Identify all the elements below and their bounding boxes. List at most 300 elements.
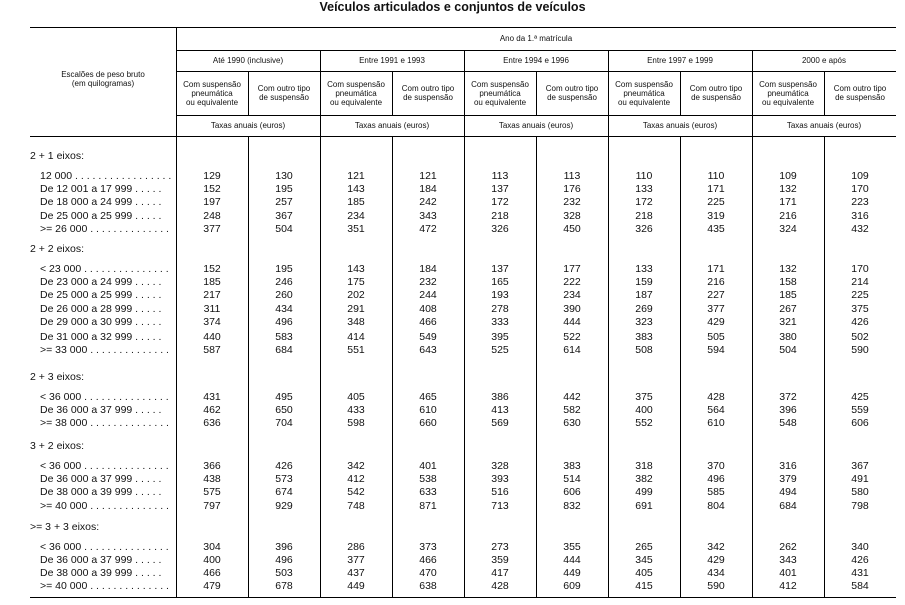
tax-value: 449	[563, 567, 581, 579]
suspension-header-line: de suspensão	[691, 93, 741, 102]
tax-value: 324	[779, 223, 797, 235]
weight-range-label: De 26 000 a 28 999 . . . . .	[40, 303, 162, 315]
tax-value: 232	[419, 276, 437, 288]
tax-value: 109	[779, 170, 797, 182]
tax-value: 269	[635, 303, 653, 315]
tax-value: 260	[275, 289, 293, 301]
year-range-header: Até 1990 (inclusive)	[212, 56, 284, 65]
weight-range-label: De 36 000 a 37 999 . . . . .	[40, 554, 162, 566]
tax-value: 321	[779, 316, 797, 328]
weight-range-label: >= 40 000 . . . . . . . . . . . . . .	[40, 500, 169, 512]
suspension-header-line: Com outro tipo	[401, 84, 455, 93]
tax-value: 232	[563, 196, 581, 208]
tax-value: 377	[707, 303, 725, 315]
tax-value: 316	[851, 210, 869, 222]
tax-value: 440	[203, 331, 221, 343]
weight-header-line: Escalões de peso bruto	[61, 70, 145, 79]
tax-value: 172	[635, 196, 653, 208]
tax-value: 590	[851, 344, 869, 356]
unit-header: Taxas anuais (euros)	[210, 121, 286, 130]
tax-value: 503	[275, 567, 293, 579]
tax-value: 202	[347, 289, 365, 301]
suspension-header-line: ou equivalente	[617, 97, 671, 107]
suspension-header-line: Com suspensão	[759, 79, 817, 89]
tax-value: 355	[563, 541, 581, 553]
tax-value: 386	[491, 391, 509, 403]
tax-value: 216	[707, 276, 725, 288]
weight-range-label: De 12 001 a 17 999 . . . . .	[40, 183, 162, 195]
tax-value: 491	[851, 473, 869, 485]
suspension-type-header	[608, 71, 680, 115]
tax-value: 499	[635, 486, 653, 498]
tax-value: 516	[491, 486, 509, 498]
tax-value: 429	[707, 554, 725, 566]
suspension-header-line: ou equivalente	[761, 97, 815, 107]
tax-value: 377	[347, 554, 365, 566]
tax-value: 214	[851, 276, 869, 288]
tax-value: 367	[851, 460, 869, 472]
tax-value: 328	[563, 210, 581, 222]
tax-value: 218	[491, 210, 509, 222]
suspension-header-line: Com outro tipo	[545, 84, 599, 93]
tax-value: 171	[707, 183, 725, 195]
tax-value: 195	[275, 263, 293, 275]
weight-range-label: De 29 000 a 30 999 . . . . .	[40, 316, 162, 328]
tax-value: 379	[779, 473, 797, 485]
tax-value: 195	[275, 183, 293, 195]
weight-range-label: De 25 000 a 25 999 . . . . .	[40, 289, 162, 301]
tax-value: 431	[851, 567, 869, 579]
tax-value: 185	[203, 276, 221, 288]
suspension-header-line: de suspensão	[835, 93, 885, 102]
tax-value: 438	[203, 473, 221, 485]
tax-value: 466	[419, 554, 437, 566]
tax-value: 630	[563, 417, 581, 429]
tax-value: 121	[419, 170, 437, 182]
tax-value: 319	[707, 210, 725, 222]
tax-value: 345	[635, 554, 653, 566]
tax-value: 433	[347, 404, 365, 416]
tax-value: 227	[707, 289, 725, 301]
tax-value: 175	[347, 276, 365, 288]
weight-range-label: De 18 000 a 24 999 . . . . .	[40, 196, 162, 208]
axle-group-label: 2 + 2 eixos:	[30, 243, 84, 255]
weight-range-label: De 36 000 a 37 999 . . . . .	[40, 473, 162, 485]
tax-value: 466	[203, 567, 221, 579]
tax-value: 216	[779, 210, 797, 222]
tax-value: 184	[419, 263, 437, 275]
axle-group-label: 2 + 1 eixos:	[30, 150, 84, 162]
tax-value: 152	[203, 263, 221, 275]
tax-value: 133	[635, 183, 653, 195]
tax-value: 548	[779, 417, 797, 429]
tax-value: 412	[347, 473, 365, 485]
tax-value: 130	[275, 170, 293, 182]
tax-value: 633	[419, 486, 437, 498]
tax-value: 466	[419, 316, 437, 328]
tax-value: 326	[491, 223, 509, 235]
suspension-header-line: de suspensão	[547, 93, 597, 102]
tax-value: 234	[563, 289, 581, 301]
tax-value: 262	[779, 541, 797, 553]
tax-value: 552	[635, 417, 653, 429]
tax-value: 594	[707, 344, 725, 356]
tax-value: 225	[851, 289, 869, 301]
suspension-type-header	[752, 71, 824, 115]
tax-value: 172	[491, 196, 509, 208]
suspension-header-line: de suspensão	[259, 93, 309, 102]
weight-header-line: (em quilogramas)	[71, 79, 135, 88]
tax-value: 400	[203, 554, 221, 566]
weight-range-label: >= 38 000 . . . . . . . . . . . . . .	[40, 417, 169, 429]
suspension-type-header	[392, 71, 464, 115]
tax-value: 437	[347, 567, 365, 579]
tax-value: 333	[491, 316, 509, 328]
tax-value: 583	[275, 331, 293, 343]
tax-value: 429	[707, 316, 725, 328]
year-range-header: Entre 1991 e 1993	[359, 56, 425, 65]
tax-value: 584	[851, 580, 869, 592]
tax-value: 323	[635, 316, 653, 328]
suspension-header-line: pneumática	[623, 88, 665, 98]
tax-value: 218	[635, 210, 653, 222]
tax-value: 159	[635, 276, 653, 288]
tax-value: 414	[347, 331, 365, 343]
weight-range-header	[30, 67, 176, 91]
weight-range-label: < 36 000 . . . . . . . . . . . . . . .	[40, 391, 169, 403]
tax-value: 479	[203, 580, 221, 592]
tax-value: 442	[563, 391, 581, 403]
tax-value: 798	[851, 500, 869, 512]
tax-value: 222	[563, 276, 581, 288]
tax-value: 121	[347, 170, 365, 182]
tax-value: 514	[563, 473, 581, 485]
tax-value: 413	[491, 404, 509, 416]
suspension-header-line: Com suspensão	[471, 79, 529, 89]
tax-value: 359	[491, 554, 509, 566]
tax-value: 426	[851, 554, 869, 566]
suspension-type-header	[536, 71, 608, 115]
tax-value: 343	[779, 554, 797, 566]
tax-value: 748	[347, 500, 365, 512]
tax-value: 171	[707, 263, 725, 275]
tax-value: 110	[707, 170, 725, 182]
tax-value: 674	[275, 486, 293, 498]
tax-value: 426	[851, 316, 869, 328]
tax-value: 636	[203, 417, 221, 429]
tax-value: 496	[275, 554, 293, 566]
tax-value: 316	[779, 460, 797, 472]
suspension-type-header	[680, 71, 752, 115]
tax-value: 417	[491, 567, 509, 579]
tax-value: 549	[419, 331, 437, 343]
tax-value: 372	[779, 391, 797, 403]
tax-value: 590	[707, 580, 725, 592]
suspension-header-line: Com outro tipo	[689, 84, 743, 93]
year-range-header: Entre 1997 e 1999	[647, 56, 713, 65]
tax-value: 606	[851, 417, 869, 429]
tax-value: 425	[851, 391, 869, 403]
tax-value: 383	[563, 460, 581, 472]
tax-value: 223	[851, 196, 869, 208]
tax-value: 614	[563, 344, 581, 356]
tax-value: 606	[563, 486, 581, 498]
tax-value: 660	[419, 417, 437, 429]
tax-value: 343	[419, 210, 437, 222]
axle-group-label: >= 3 + 3 eixos:	[30, 521, 100, 533]
tax-value: 185	[779, 289, 797, 301]
tax-value: 158	[779, 276, 797, 288]
tax-value: 929	[275, 500, 293, 512]
suspension-type-header	[824, 71, 896, 115]
tax-value: 197	[203, 196, 221, 208]
suspension-header-line: pneumática	[479, 88, 521, 98]
suspension-header-line: pneumática	[335, 88, 377, 98]
tax-value: 393	[491, 473, 509, 485]
tax-value: 598	[347, 417, 365, 429]
tax-value: 462	[203, 404, 221, 416]
suspension-type-header	[248, 71, 320, 115]
weight-range-label: De 36 000 a 37 999 . . . . .	[40, 404, 162, 416]
year-range-header: 2000 e após	[801, 56, 847, 65]
tax-value: 434	[707, 567, 725, 579]
tax-value: 495	[275, 391, 293, 403]
tax-value: 177	[563, 263, 581, 275]
weight-range-label: < 36 000 . . . . . . . . . . . . . . .	[40, 460, 169, 472]
tax-value: 435	[707, 223, 725, 235]
tax-value: 278	[491, 303, 509, 315]
tax-value: 502	[851, 331, 869, 343]
weight-range-label: >= 33 000 . . . . . . . . . . . . . .	[40, 344, 169, 356]
tax-value: 496	[275, 316, 293, 328]
suspension-header-line: ou equivalente	[473, 97, 527, 107]
weight-range-label: >= 26 000 . . . . . . . . . . . . . .	[40, 223, 169, 235]
tax-value: 405	[635, 567, 653, 579]
tax-value: 143	[347, 263, 365, 275]
tax-value: 538	[419, 473, 437, 485]
tax-value: 609	[563, 580, 581, 592]
tax-value: 380	[779, 331, 797, 343]
tax-value: 133	[635, 263, 653, 275]
tax-value: 505	[707, 331, 725, 343]
suspension-header-line: Com outro tipo	[257, 84, 311, 93]
tax-value: 244	[419, 289, 437, 301]
tax-value: 522	[563, 331, 581, 343]
tax-value: 559	[851, 404, 869, 416]
tax-value: 348	[347, 316, 365, 328]
suspension-type-header	[176, 71, 248, 115]
tax-value: 165	[491, 276, 509, 288]
tax-value: 318	[635, 460, 653, 472]
unit-header: Taxas anuais (euros)	[642, 121, 718, 130]
weight-range-label: De 31 000 a 32 999 . . . . .	[40, 331, 162, 343]
tax-value: 129	[203, 170, 221, 182]
tax-value: 377	[203, 223, 221, 235]
tax-value: 504	[779, 344, 797, 356]
tax-value: 267	[779, 303, 797, 315]
suspension-header-line: Com outro tipo	[833, 84, 887, 93]
weight-range-label: >= 40 000 . . . . . . . . . . . . . .	[40, 580, 169, 592]
tax-value: 311	[203, 303, 221, 315]
tax-value: 804	[707, 500, 725, 512]
tax-value: 400	[635, 404, 653, 416]
weight-range-label: < 36 000 . . . . . . . . . . . . . . .	[40, 541, 169, 553]
tax-value: 109	[851, 170, 869, 182]
tax-value: 291	[347, 303, 365, 315]
suspension-header-line: pneumática	[767, 88, 809, 98]
tax-value: 405	[347, 391, 365, 403]
tax-value: 564	[707, 404, 725, 416]
tax-value: 638	[419, 580, 437, 592]
tax-value: 587	[203, 344, 221, 356]
suspension-type-header	[320, 71, 392, 115]
weight-range-label: < 23 000 . . . . . . . . . . . . . . .	[40, 263, 169, 275]
tax-value: 246	[275, 276, 293, 288]
tax-value: 137	[491, 183, 509, 195]
tax-value: 470	[419, 567, 437, 579]
table-bottom-rule	[30, 597, 896, 598]
tax-value: 610	[419, 404, 437, 416]
tax-value: 797	[203, 500, 221, 512]
tax-value: 494	[779, 486, 797, 498]
tax-value: 432	[851, 223, 869, 235]
tax-value: 496	[707, 473, 725, 485]
tax-value: 569	[491, 417, 509, 429]
tax-value: 426	[275, 460, 293, 472]
tax-value: 137	[491, 263, 509, 275]
tax-value: 170	[851, 183, 869, 195]
tax-value: 525	[491, 344, 509, 356]
tax-value: 551	[347, 344, 365, 356]
tax-value: 504	[275, 223, 293, 235]
tax-value: 132	[779, 263, 797, 275]
year-range-header: Entre 1994 e 1996	[503, 56, 569, 65]
tax-value: 113	[491, 170, 509, 182]
tax-value: 580	[851, 486, 869, 498]
tax-value: 465	[419, 391, 437, 403]
tax-value: 472	[419, 223, 437, 235]
tax-value: 704	[275, 417, 293, 429]
tax-value: 390	[563, 303, 581, 315]
suspension-type-header	[464, 71, 536, 115]
tax-value: 401	[779, 567, 797, 579]
suspension-header-line: ou equivalente	[185, 97, 239, 107]
axle-group-label: 2 + 3 eixos:	[30, 371, 84, 383]
weight-range-label: 12 000 . . . . . . . . . . . . . . . . .	[40, 170, 172, 182]
axle-group-label: 3 + 2 eixos:	[30, 440, 84, 452]
tax-value: 328	[491, 460, 509, 472]
tax-value: 110	[635, 170, 653, 182]
tax-value: 412	[779, 580, 797, 592]
tax-value: 132	[779, 183, 797, 195]
tax-value: 234	[347, 210, 365, 222]
tax-value: 434	[275, 303, 293, 315]
tax-value: 342	[347, 460, 365, 472]
tax-value: 610	[707, 417, 725, 429]
tax-value: 582	[563, 404, 581, 416]
tax-value: 431	[203, 391, 221, 403]
tax-value: 450	[563, 223, 581, 235]
tax-value: 444	[563, 316, 581, 328]
tax-value: 401	[419, 460, 437, 472]
tax-value: 832	[563, 500, 581, 512]
tax-value: 575	[203, 486, 221, 498]
suspension-header-line: pneumática	[191, 88, 233, 98]
tax-value: 286	[347, 541, 365, 553]
tax-value: 171	[779, 196, 797, 208]
tax-value: 248	[203, 210, 221, 222]
tax-value: 367	[275, 210, 293, 222]
suspension-header-line: Com suspensão	[615, 79, 673, 89]
suspension-header-line: de suspensão	[403, 93, 453, 102]
tax-value: 370	[707, 460, 725, 472]
tax-value: 340	[851, 541, 869, 553]
tax-value: 444	[563, 554, 581, 566]
tax-value: 508	[635, 344, 653, 356]
weight-range-label: De 38 000 a 39 999 . . . . .	[40, 486, 162, 498]
suspension-header-line: Com suspensão	[183, 79, 241, 89]
tax-value: 351	[347, 223, 365, 235]
tax-value: 113	[563, 170, 581, 182]
tax-value: 374	[203, 316, 221, 328]
tax-value: 373	[419, 541, 437, 553]
tax-value: 573	[275, 473, 293, 485]
tax-value: 187	[635, 289, 653, 301]
tax-value: 326	[635, 223, 653, 235]
tax-value: 304	[203, 541, 221, 553]
tax-value: 585	[707, 486, 725, 498]
year-group-header: Ano da 1.ª matrícula	[499, 34, 573, 43]
weight-range-label: De 25 000 a 25 999 . . . . .	[40, 210, 162, 222]
tax-value: 650	[275, 404, 293, 416]
unit-header: Taxas anuais (euros)	[354, 121, 430, 130]
tax-value: 643	[419, 344, 437, 356]
tax-value: 871	[419, 500, 437, 512]
tax-value: 184	[419, 183, 437, 195]
tax-value: 176	[563, 183, 581, 195]
tax-value: 217	[203, 289, 221, 301]
tax-value: 265	[635, 541, 653, 553]
tax-value: 273	[491, 541, 509, 553]
tax-value: 170	[851, 263, 869, 275]
tax-value: 684	[275, 344, 293, 356]
tax-value: 691	[635, 500, 653, 512]
weight-range-label: De 38 000 a 39 999 . . . . .	[40, 567, 162, 579]
tax-value: 375	[851, 303, 869, 315]
tax-value: 383	[635, 331, 653, 343]
unit-header: Taxas anuais (euros)	[786, 121, 862, 130]
unit-header: Taxas anuais (euros)	[498, 121, 574, 130]
tax-value: 396	[779, 404, 797, 416]
tax-value: 185	[347, 196, 365, 208]
tax-value: 408	[419, 303, 437, 315]
header-bottom-rule	[30, 136, 896, 137]
tax-value: 396	[275, 541, 293, 553]
tax-value: 225	[707, 196, 725, 208]
tax-value: 152	[203, 183, 221, 195]
tax-value: 684	[779, 500, 797, 512]
tax-value: 342	[707, 541, 725, 553]
tax-value: 428	[491, 580, 509, 592]
tax-value: 375	[635, 391, 653, 403]
tax-value: 415	[635, 580, 653, 592]
tax-value: 382	[635, 473, 653, 485]
tax-value: 678	[275, 580, 293, 592]
suspension-header-line: ou equivalente	[329, 97, 383, 107]
suspension-header-line: Com suspensão	[327, 79, 385, 89]
tax-value: 428	[707, 391, 725, 403]
tax-value: 449	[347, 580, 365, 592]
